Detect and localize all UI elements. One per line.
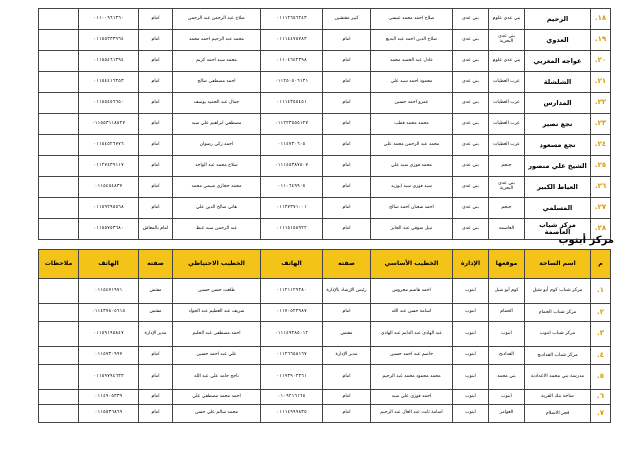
reserve-preacher: جمال عبد الحميد يوسف <box>173 93 261 114</box>
role-2: امام <box>139 365 173 390</box>
row-number: ٤. <box>591 347 611 365</box>
department: جنجم <box>489 156 525 177</box>
phone-2: ٠١١٥٤٤١٦٣٥٣ <box>79 72 139 93</box>
main-preacher: احمد فوزي علي سيد <box>371 390 453 405</box>
role: مدير الإدارة <box>323 347 371 365</box>
reserve-preacher: شريف عبد العظيم عبد الجواد <box>173 304 261 322</box>
manager: بني عدي <box>453 30 489 51</box>
phone: ٠١١٢١١٢٩٢٨٠ <box>261 279 323 304</box>
role: امام <box>323 198 371 219</box>
phone: ٠١١٠٦٤٩٩٠٥ <box>261 177 323 198</box>
reserve-preacher: طلعت حسن حسين <box>173 279 261 304</box>
row-number: ٥. <box>591 365 611 390</box>
phone-2: ٠١١٥٥٤٦١٣٩٤ <box>79 51 139 72</box>
reserve-preacher: احمد زكي رضوان <box>173 135 261 156</box>
row-number: ٣. <box>591 322 611 347</box>
location: العوامر <box>489 405 525 423</box>
row-number: ٦. <box>591 390 611 405</box>
reserve-preacher: احمد مصطفى عبد الحليم <box>173 322 261 347</box>
site-name: مركز شباب ابنوب <box>525 322 591 347</box>
role: امام <box>323 93 371 114</box>
role-2: امام <box>139 177 173 198</box>
table-row <box>39 322 611 347</box>
reserve-preacher: محمد عبد الرحيم احمد محمد <box>173 30 261 51</box>
notes <box>39 405 79 423</box>
main-preacher: خاصم عبد احمد حسين <box>371 347 453 365</box>
manager: بني عدي <box>453 72 489 93</box>
site-name: المسلمي <box>525 198 591 219</box>
header-notes: ملاحظات <box>39 250 79 279</box>
table-row <box>39 72 611 93</box>
row-number: ٢. <box>591 304 611 322</box>
role-2: مفتش <box>139 304 173 322</box>
phone: ٠١١٢٦٦٥٨١٦٧ <box>261 347 323 365</box>
header-num: م <box>591 250 611 279</box>
table-row <box>39 9 611 30</box>
phone: ٠١١٢٥٠٥٠٦١٣١ <box>261 72 323 93</box>
table-row <box>39 156 611 177</box>
manager: بني عدي <box>453 51 489 72</box>
site-name: المدارس <box>525 93 591 114</box>
table-row <box>39 405 611 423</box>
manager: بني عدي <box>453 135 489 156</box>
phone: ٠١٠٩٢١٦١٦٥ <box>261 390 323 405</box>
role-2: امام <box>139 93 173 114</box>
empty-cell <box>39 135 79 156</box>
phone-2: ٠١١٥٥٧٥٣٦٨٠ <box>79 219 139 240</box>
manager: بني عدي <box>453 219 489 240</box>
site-name: مركز شباب كوم أبو شيل <box>525 279 591 304</box>
notes <box>39 304 79 322</box>
manager: بني عدي <box>453 156 489 177</box>
table-row <box>39 93 611 114</box>
reserve-preacher: عبد الرحمن سيد عبط <box>173 219 261 240</box>
site-name: الشلشلة <box>525 72 591 93</box>
reserve-preacher: محمد سالم علي حسن <box>173 405 261 423</box>
main-preacher: اسامة ثابت عبد العال عبد الرحيم <box>371 405 453 423</box>
reserve-preacher: محمد سيد احمد كريم <box>173 51 261 72</box>
row-number: ٢٦. <box>591 177 611 198</box>
phone: ٠١١١٥١٥٨٩٢٢ <box>261 219 323 240</box>
role: امام <box>323 114 371 135</box>
main-preacher: صلاح الدين احمد عبد البديع <box>371 30 453 51</box>
department: العاصمه <box>489 219 525 240</box>
role: امام <box>323 304 371 322</box>
phone-2: ٠١١٢٧٤٣٩١١٧ <box>79 156 139 177</box>
row-number: ٢٨. <box>591 219 611 240</box>
admin: ابنوب <box>453 304 489 322</box>
header-location: موقعها <box>489 250 525 279</box>
phone: ٠١١٠٤٦٤٢٣٩٨ <box>261 51 323 72</box>
reserve-preacher: محمد حجازي شيمي محمد <box>173 177 261 198</box>
role-2: امام <box>139 135 173 156</box>
manager: بني عدي <box>453 9 489 30</box>
site-name: العياط الكبير <box>525 177 591 198</box>
section-title: مركز أبنوب <box>558 235 614 246</box>
upper-table <box>38 8 611 240</box>
department: بني عدي علوم <box>489 9 525 30</box>
header-role2: صفته <box>139 250 173 279</box>
role: امام <box>323 30 371 51</box>
table-row <box>39 51 611 72</box>
role: امام <box>323 51 371 72</box>
site-name: الرحيم <box>525 9 591 30</box>
table-row <box>39 390 611 405</box>
notes <box>39 347 79 365</box>
row-number: ٢٣. <box>591 114 611 135</box>
table-row <box>39 30 611 51</box>
main-preacher: احمد هاشم محروس <box>371 279 453 304</box>
role: كبير مفتشين <box>323 9 371 30</box>
role: امام <box>323 390 371 405</box>
location: كوم أبو شيل <box>489 279 525 304</box>
notes <box>39 322 79 347</box>
reserve-preacher: احمد محمد مصطفي علي <box>173 390 261 405</box>
row-number: ٢٠. <box>591 51 611 72</box>
phone-2: ٠١١٤٩٠٥٣٣٩ <box>79 390 139 405</box>
row-number: ٢١. <box>591 72 611 93</box>
department: عرب العطيات <box>489 114 525 135</box>
empty-cell <box>39 93 79 114</box>
table-row <box>39 198 611 219</box>
row-number: ٢٥. <box>591 156 611 177</box>
admin: ابنوب <box>453 390 489 405</box>
main-preacher: سيد فوزي سيد ابوزيد <box>371 177 453 198</box>
phone: ٠١١٤٧٣٠٦٠٥ <box>261 135 323 156</box>
admin: ابنوب <box>453 279 489 304</box>
site-name: الشيخ علي منصور <box>525 156 591 177</box>
empty-cell <box>39 72 79 93</box>
location: ابنوب <box>489 322 525 347</box>
site-name: نجع نصير <box>525 114 591 135</box>
header-phone2: الهاتف <box>79 250 139 279</box>
row-number: ١٩. <box>591 30 611 51</box>
reserve-preacher: احمد مصطفى صالح <box>173 72 261 93</box>
header-preacher-reserve: الخطيب الاحتياطي <box>173 250 261 279</box>
header-phone: الهاتف <box>261 250 323 279</box>
department: جنجم <box>489 198 525 219</box>
notes <box>39 279 79 304</box>
phone-2: ٠١١٥٧٣٠٩٩٧ <box>79 347 139 365</box>
main-preacher: نبيل شوقي عبد الجابر <box>371 219 453 240</box>
manager: بني عدي <box>453 93 489 114</box>
empty-cell <box>39 219 79 240</box>
role-2: امام <box>139 114 173 135</box>
phone-2: ٠١١٤٣٧٨٠٥٦١٥ <box>79 304 139 322</box>
role: امام <box>323 219 371 240</box>
main-preacher: محمد محمود محمد عبد الرحيم <box>371 365 453 390</box>
main-preacher: اسامة حسن عبد الله <box>371 304 453 322</box>
admin: ابنوب <box>453 405 489 423</box>
table-row <box>39 304 611 322</box>
main-preacher: محمد عبد الرحمن محمد علي <box>371 135 453 156</box>
phone: ٠١١٩٣٩٠٢٣٦١ <box>261 365 323 390</box>
department: بني عدي علوم <box>489 51 525 72</box>
reserve-preacher: صلاح محمد عبد الواحد <box>173 156 261 177</box>
phone: ٠١١١٢٦٥٦٢٤٣ <box>261 9 323 30</box>
main-preacher: عمرو احمد حسين <box>371 93 453 114</box>
header-row <box>39 250 611 279</box>
site-name: مركز شباب القدادبح <box>525 347 591 365</box>
role-2: امام <box>139 156 173 177</box>
header-preacher-main: الخطيب الأساسي <box>371 250 453 279</box>
phone: ٠١١١٤٤٧٥٧٨٣ <box>261 30 323 51</box>
role: امام <box>323 177 371 198</box>
empty-cell <box>39 177 79 198</box>
manager: بني عدي <box>453 177 489 198</box>
phone-2: ٠١١٥٩٧٩٤٦٣٣ <box>79 365 139 390</box>
empty-cell <box>39 51 79 72</box>
phone-2: ٠١١٥٩١٩٥٨٤٧ <box>79 322 139 347</box>
main-preacher: صلاح احمد محمد عيسى <box>371 9 453 30</box>
phone-2: ٠١١٥٤٥٢٦٧٧٦ <box>79 135 139 156</box>
location: ابنوب <box>489 390 525 405</box>
empty-cell <box>39 30 79 51</box>
role-2: امام <box>139 347 173 365</box>
location: بني محمد <box>489 365 525 390</box>
empty-cell <box>39 156 79 177</box>
row-number: ٢٢. <box>591 93 611 114</box>
phone: ٠١١٢٧٣٧١٠٠١ <box>261 198 323 219</box>
phone-2: ٠١١٥٥٤٥٦٦٥٠ <box>79 93 139 114</box>
role: امام <box>323 365 371 390</box>
role-2: امام <box>139 30 173 51</box>
header-admin: الإدارة <box>453 250 489 279</box>
role-2: امام <box>139 405 173 423</box>
admin: ابنوب <box>453 365 489 390</box>
phone: ٠١١١٤٩٩٩٨٣٥ <box>261 405 323 423</box>
main-preacher: محمد فوزي سيد علي <box>371 156 453 177</box>
main-preacher: عادل عبد الحميد محمد <box>371 51 453 72</box>
phone-2: ٠١١٥٤٥٤٨٣٧ <box>79 177 139 198</box>
phone-2: ٠١١٥٥٢٣٣٩٦٤ <box>79 30 139 51</box>
role: رئيس الإرشاد بالإدارة <box>323 279 371 304</box>
role: امام <box>323 135 371 156</box>
table-row <box>39 219 611 240</box>
manager: بني عدي <box>453 198 489 219</box>
site-name: عواجه المغربي <box>525 51 591 72</box>
department: بني عدي البحرية <box>489 177 525 198</box>
role-2: مفتش <box>139 279 173 304</box>
empty-cell <box>39 198 79 219</box>
role-2: مدير الإدارة <box>139 322 173 347</box>
table-row <box>39 114 611 135</box>
main-preacher: عبد الهادي عبد الدايم عبد الهادي <box>371 322 453 347</box>
reserve-preacher: مصطفي ابراهيم علي سيد <box>173 114 261 135</box>
role-2: امام <box>139 51 173 72</box>
admin: ابنوب <box>453 322 489 347</box>
admin: ابنوب <box>453 347 489 365</box>
header-site: اسم الساحة <box>525 250 591 279</box>
department: عرب العطيات <box>489 135 525 156</box>
department: عرب العطيات <box>489 72 525 93</box>
role-2: امام <box>139 390 173 405</box>
reserve-preacher: صلاح عبد الرحمن عبد الرحمن <box>173 9 261 30</box>
phone: ٠١١٢٢٣٥٥٥١٢٧ <box>261 114 323 135</box>
row-number: ١. <box>591 279 611 304</box>
empty-cell <box>39 114 79 135</box>
role: امام <box>323 156 371 177</box>
site-name: العدوي <box>525 30 591 51</box>
role-2: امام <box>139 72 173 93</box>
row-number: ٢٤. <box>591 135 611 156</box>
phone: ٠١١١٤٥٣٨٧٥٠٧ <box>261 156 323 177</box>
manager: بني عدي <box>453 114 489 135</box>
role-2: امام بالمعاش <box>139 219 173 240</box>
notes <box>39 365 79 390</box>
site-name: مركز شباب الحمام <box>525 304 591 322</box>
reserve-preacher: ناجح حامد علي عبد الله <box>173 365 261 390</box>
phone-2: ٠١١٥٥٣١١٨٥٢٧ <box>79 114 139 135</box>
location: الحمام <box>489 304 525 322</box>
table-row <box>39 279 611 304</box>
row-number: ١٨. <box>591 9 611 30</box>
site-name: نجع مسعود <box>525 135 591 156</box>
main-preacher: محمود احمد سيد علي <box>371 72 453 93</box>
role-2: امام <box>139 198 173 219</box>
site-name: ساحة بنك القرية <box>525 390 591 405</box>
role: مفتش <box>323 322 371 347</box>
phone: ٠١١١٤٣٥٥٤٥١ <box>261 93 323 114</box>
phone-2: ٠١١٥٥٣٦٨٦٩ <box>79 405 139 423</box>
role-2: امام <box>139 9 173 30</box>
main-preacher: محمد محمد قطب <box>371 114 453 135</box>
row-number: ٢٧. <box>591 198 611 219</box>
notes <box>39 390 79 405</box>
phone: ٠١١٧٠٥٢٣٩٨٧ <box>261 304 323 322</box>
table-row <box>39 177 611 198</box>
site-name: مركز شباب العاصمة <box>525 219 591 240</box>
role: امام <box>323 72 371 93</box>
empty-cell <box>39 9 79 30</box>
reserve-preacher: علي عبد احمد حسين <box>173 347 261 365</box>
department: عرب العطيات <box>489 93 525 114</box>
table-row <box>39 365 611 390</box>
reserve-preacher: هاني صالح الدين علي <box>173 198 261 219</box>
phone: ٠١١١٤٩٢٨٥٠١٢ <box>261 322 323 347</box>
table-row <box>39 347 611 365</box>
phone-2: ٠١١٥٤٧١٩٧١ <box>79 279 139 304</box>
lower-table <box>38 249 611 423</box>
table-row <box>39 135 611 156</box>
phone-2: ٠١١٥٩٢٩٥٥٦٨ <box>79 198 139 219</box>
header-role: صفته <box>323 250 371 279</box>
row-number: ٧. <box>591 405 611 423</box>
site-name: مدرسة بني محمد الاعدادية <box>525 365 591 390</box>
role: امام <box>323 405 371 423</box>
site-name: فجر الاسلام <box>525 405 591 423</box>
main-preacher: احمد شعبان احمد صالح <box>371 198 453 219</box>
phone-2: ٠١١٠٠٩٦١٣٦٠ <box>79 9 139 30</box>
department: بني عدي البحرية <box>489 30 525 51</box>
location: القدادبح <box>489 347 525 365</box>
